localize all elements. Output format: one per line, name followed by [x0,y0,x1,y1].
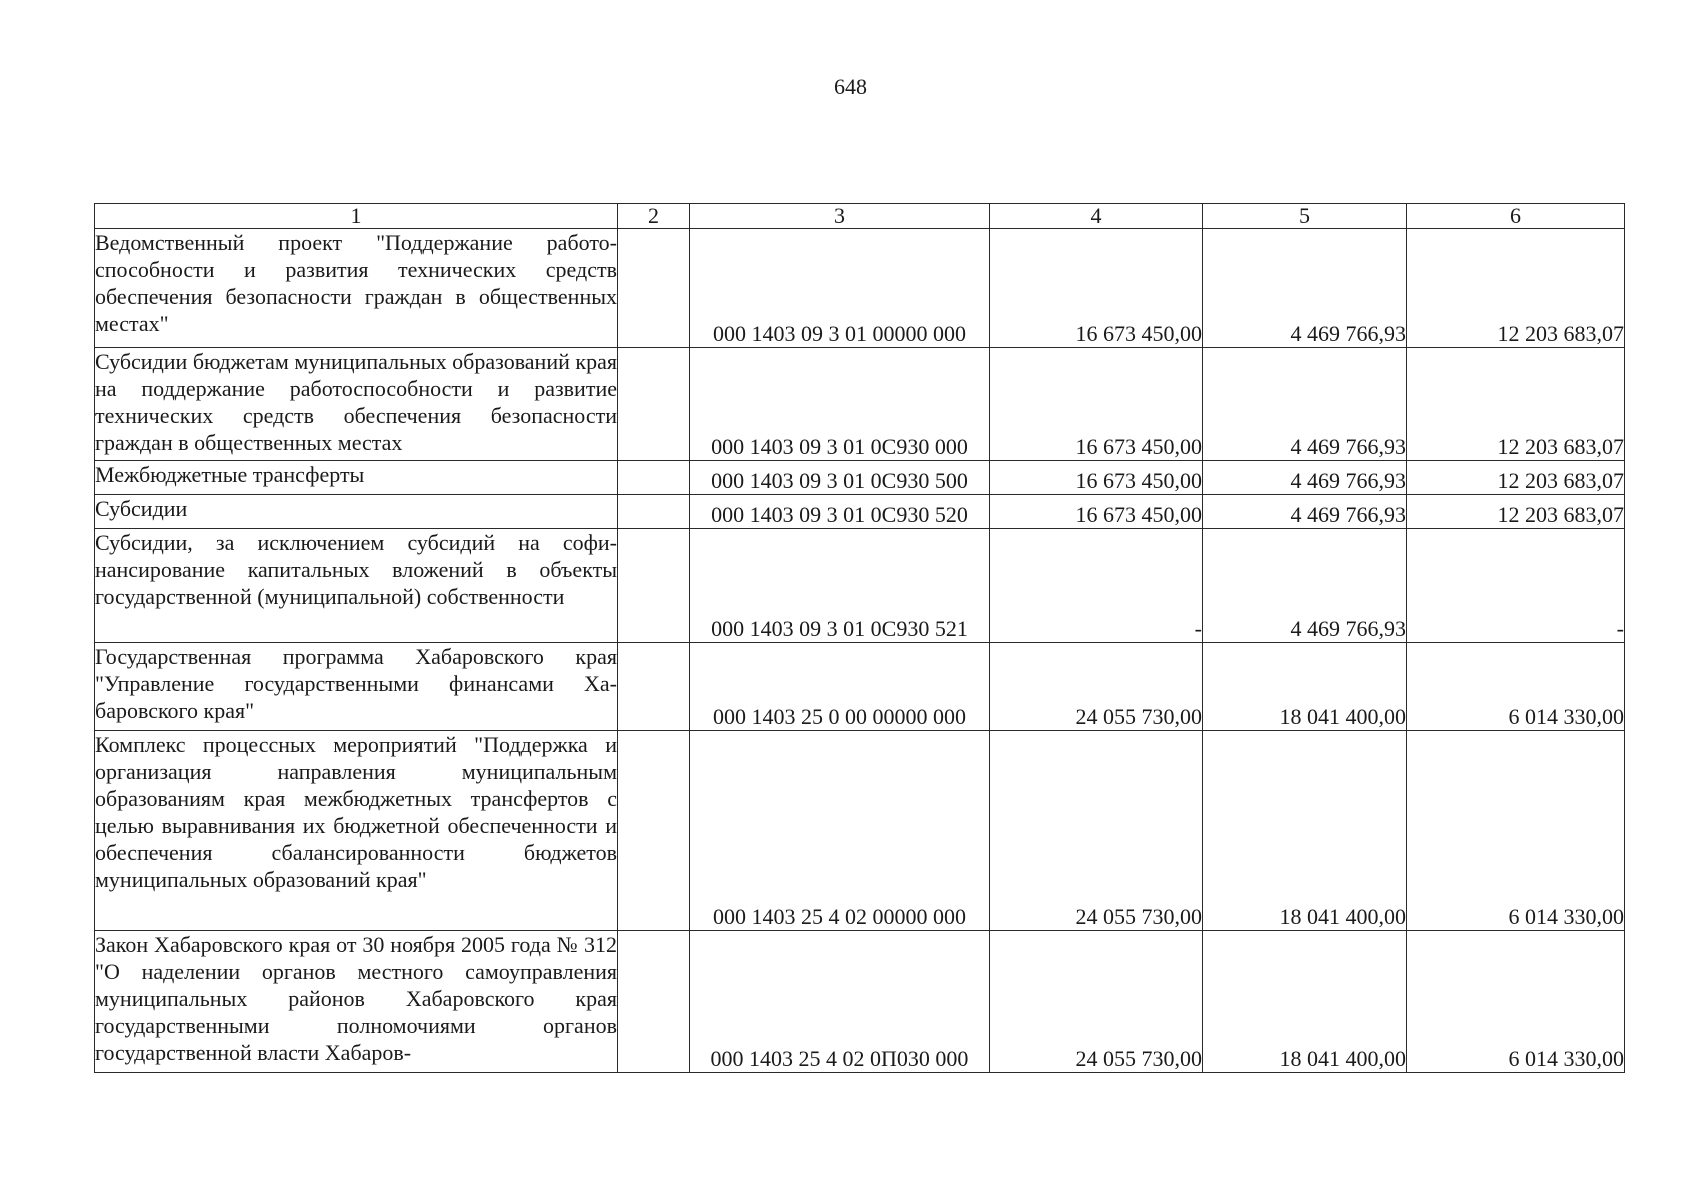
table-row [95,731,1625,931]
row-col6: 12 203 683,07 [1407,229,1625,348]
table-row [95,461,1625,495]
page-number: 648 [834,74,867,99]
row-col2 [618,529,690,643]
row-col2 [618,495,690,529]
row-description: Субсидии бюджетам муниципальных образований края на поддержание работоспособности и развитие технических средств обеспечения безопасности граждан в общественных местах [95,348,618,461]
row-col5: 18 041 400,00 [1203,731,1407,931]
row-col6: 12 203 683,07 [1407,495,1625,529]
row-code: 000 1403 25 4 02 0П030 000 [690,931,990,1073]
row-col2 [618,731,690,931]
row-description: Государственная программа Хабаровского края "Управление государственными финансами Хабаровского края" [95,643,618,731]
row-description: Субсидии, за исключением субсидий на софинансирование капитальных вложений в объекты государственной (муниципальной) собственности [95,529,618,643]
row-col2 [618,643,690,731]
row-col6: 12 203 683,07 [1407,461,1625,495]
row-col6: 12 203 683,07 [1407,348,1625,461]
row-col6: 6 014 330,00 [1407,931,1625,1073]
table-row [95,931,1625,1073]
row-code: 000 1403 25 0 00 00000 000 [690,643,990,731]
row-col6: 6 014 330,00 [1407,731,1625,931]
row-col2 [618,348,690,461]
row-description: Межбюджетные трансферты [95,461,618,495]
row-col2 [618,229,690,348]
row-col4: 16 673 450,00 [990,229,1203,348]
column-header-1: 1 [95,204,618,229]
row-col4: 24 055 730,00 [990,731,1203,931]
row-col6: - [1407,529,1625,643]
row-col5: 4 469 766,93 [1203,495,1407,529]
row-col4: 16 673 450,00 [990,495,1203,529]
row-col4: - [990,529,1203,643]
row-col4: 16 673 450,00 [990,461,1203,495]
row-col2 [618,461,690,495]
row-code: 000 1403 25 4 02 00000 000 [690,731,990,931]
row-description: Комплекс процессных мероприятий "Поддержка и организация направления муниципальным образованиям края межбюджетных трансфертов с целью выравнивания их бюджетной обеспеченности и обеспечения сбалансированности бюджетов муниципальных образований края" [95,731,618,931]
row-code: 000 1403 09 3 01 00000 000 [690,229,990,348]
row-col5: 4 469 766,93 [1203,461,1407,495]
row-description: Субсидии [95,495,618,529]
row-col5: 4 469 766,93 [1203,529,1407,643]
table-row [95,229,1625,348]
column-header-2: 2 [618,204,690,229]
row-code: 000 1403 09 3 01 0С930 500 [690,461,990,495]
row-col2 [618,931,690,1073]
row-description: Ведомственный проект "Поддержание работоспособности и развития технических средств обеспечения безопасности граждан в общественных местах" [95,229,618,348]
table-row [95,348,1625,461]
row-description: Закон Хабаровского края от 30 ноября 2005 года № 312 "О наделении органов местного самоуправления муниципальных районов Хабаровского края государственными полномочиями органов государственной власти Хабаров- [95,931,618,1073]
row-col5: 18 041 400,00 [1203,931,1407,1073]
row-code: 000 1403 09 3 01 0С930 521 [690,529,990,643]
table-row [95,529,1625,643]
column-header-4: 4 [990,204,1203,229]
row-col6: 6 014 330,00 [1407,643,1625,731]
row-code: 000 1403 09 3 01 0С930 520 [690,495,990,529]
budget-table [94,203,1625,1073]
table-row [95,643,1625,731]
row-col4: 24 055 730,00 [990,643,1203,731]
row-col5: 4 469 766,93 [1203,229,1407,348]
row-col4: 16 673 450,00 [990,348,1203,461]
column-header-5: 5 [1203,204,1407,229]
row-code: 000 1403 09 3 01 0С930 000 [690,348,990,461]
row-col5: 4 469 766,93 [1203,348,1407,461]
column-header-6: 6 [1407,204,1625,229]
column-header-3: 3 [690,204,990,229]
row-col4: 24 055 730,00 [990,931,1203,1073]
table-header-row [95,204,1625,229]
table-row [95,495,1625,529]
row-col5: 18 041 400,00 [1203,643,1407,731]
